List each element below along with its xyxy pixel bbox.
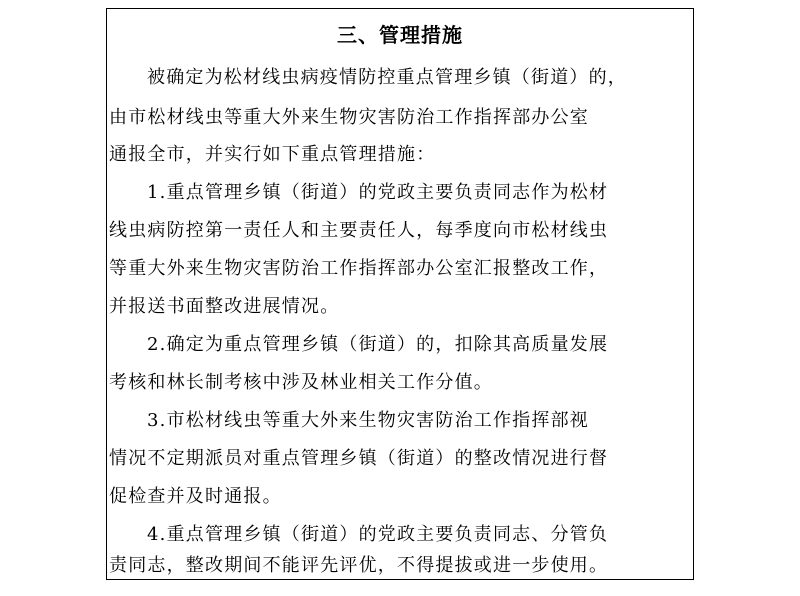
measure-4-line: 4.重点管理乡镇（街道）的党政主要负责同志、分管负 bbox=[147, 524, 609, 545]
paragraph-line: 由市松材线虫等重大外来生物灾害防治工作指挥部办公室 bbox=[109, 107, 589, 128]
measure-3-line: 3.市松材线虫等重大外来生物灾害防治工作指挥部视 bbox=[147, 410, 589, 431]
measure-1-line: 1.重点管理乡镇（街道）的党政主要负责同志作为松材 bbox=[147, 182, 609, 203]
measure-2-line: 考核和林长制考核中涉及林业相关工作分值。 bbox=[109, 372, 493, 393]
measure-2-line: 2.确定为重点管理乡镇（街道）的，扣除其高质量发展 bbox=[147, 334, 609, 355]
measure-3-line: 促检查并及时通报。 bbox=[109, 486, 282, 507]
section-title: 三、管理措施 bbox=[337, 23, 463, 47]
measure-1-line: 等重大外来生物灾害防治工作指挥部办公室汇报整改工作， bbox=[109, 258, 609, 279]
paragraph-line: 被确定为松材线虫病疫情防控重点管理乡镇（街道）的， bbox=[147, 67, 627, 88]
measure-3-line: 情况不定期派员对重点管理乡镇（街道）的整改情况进行督 bbox=[109, 448, 609, 469]
measure-1-line: 线虫病防控第一责任人和主要责任人，每季度向市松材线虫 bbox=[109, 220, 609, 241]
measure-1-line: 并报送书面整改进展情况。 bbox=[109, 296, 340, 317]
paragraph-line: 通报全市，并实行如下重点管理措施： bbox=[109, 144, 436, 165]
measure-4-line: 责同志，整改期间不能评先评优，不得提拔或进一步使用。 bbox=[109, 555, 609, 576]
document-frame bbox=[106, 8, 694, 580]
